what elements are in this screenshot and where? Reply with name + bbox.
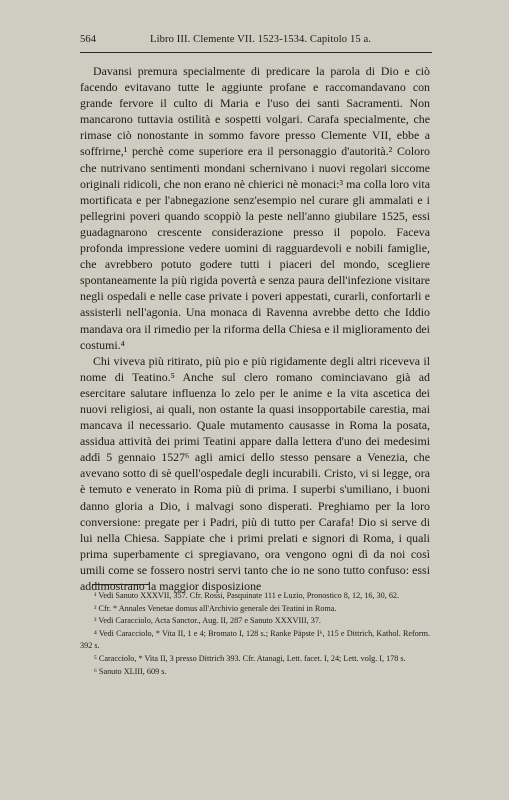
paragraph: Chi viveva più ritirato, più pio e più rigidamente degli altri riceveva il nome di Teatino.⁵ Anche sul clero romano cominciavano già ad esercitare salutare influenza lo zelo per le anime e la vita ascetica dei nuovi religiosi, ai quali, non ostante la quasi insopportabile carestia, mai mancava il necessario. Quale mutamento causasse in Roma la posata, assidua attività dei primi Teatini appare dalla lettera d'uno dei medesimi addì 5 gennaio 1527⁶ agli amici dello stesso pensare a Venezia, che avevano sotto di sè quell'ospedale degli incurabili. Cristo, vi si legge, ora è temuto e venerato in Roma più di prima. I superbi s'umiliano, i buoni danno gloria a Dio, i malvagi sono disperati. Preghiamo per la loro conversione: pregate per i Padri, più di tutto per Carafa! Dio si serve di lui nella Chiesa. Sappiate che i primi prelati e signori di Roma, i quali prima superbamente ci spregiavano, ora vengono ogni dì da noi così umili come se fossero nostri servi tanto che io ne sono tutto confuso: essi addimostrano la maggior disposizione xyxy=(80,353,430,593)
footnote: ³ Vedi Caracciolo, Acta Sanctor., Aug. II, 287 e Sanuto XXXVIII, 37. xyxy=(94,616,321,626)
footnotes xyxy=(80,590,430,678)
footnote: ⁴ Vedi Caracciolo, * Vita II, 1 e 4; Bromato I, 128 s.; Ranke Päpste I⁶, 115 e Dittrich, Kathol. Reform. 392 s. xyxy=(80,628,430,651)
page-number: 564 xyxy=(80,34,97,45)
page-header xyxy=(80,34,430,50)
footnote-rule xyxy=(92,584,150,585)
footnote: ⁵ Caracciolo, * Vita II, 3 presso Dittrich 393. Cfr. Atanagi, Lett. facet. I, 24; Lett. volg. I, 178 s. xyxy=(94,653,406,663)
header-rule xyxy=(80,52,432,53)
footnote: ¹ Vedi Sanuto XXXVII, 357. Cfr. Rossi, Pasquinate 111 e Luzio, Pronostico 8, 12, 16, 30, 62. xyxy=(94,591,400,600)
paragraph: Davansi premura specialmente di predicare la parola di Dio e ciò facendo evitavano tutte le aggiunte profane e raccomandavano con grande fervore il culto di Maria e l'uso dei santi Sacramenti. Non mancarono tuttavia ostilità e sospetti volgari. Carafa specialmente, che rimase ciò nonostante in sommo favore presso Clemente VII, ebbe a soffrirne,¹ perchè come superiore era il personaggio d'autorità.² Coloro che nutrivano sentimenti mondani schernivano i nuovi regolari siccome originali ridicoli, che non erano nè chierici nè monaci:³ ma colla loro vita mortificata e per l'abnegazione senz'esempio nel curare gli ammalati e i pellegrini poveri quando scoppiò la peste nell'anno giubilare 1525, essi guadagnarono crescente considerazione presso il popolo. Faceva profonda impressione vedere uomini di ragguardevoli e nobili famiglie, che avrebbero potuto godere tutti i piaceri del mondo, scegliere spontaneamente la più rigida povertà e senza paura dell'infezione visitare negli ospedali e nelle case private i poveri appestati, curarli, confortarli e assisterli nell'agonia. Una monaca di Ravenna avrebbe detto che Iddio mandava ora il rimedio per la riforma della Chiesa e il miglioramento dei costumi.⁴ xyxy=(80,64,430,352)
main-text xyxy=(80,63,430,594)
footnote: ² Cfr. * Annales Venetae domus all'Archivio generale dei Teatini in Roma. xyxy=(94,603,337,613)
footnote: ⁶ Sanuto XLIII, 609 s. xyxy=(94,666,167,676)
running-head: Libro III. Clemente VII. 1523-1534. Capitolo 15 a. xyxy=(150,34,372,45)
